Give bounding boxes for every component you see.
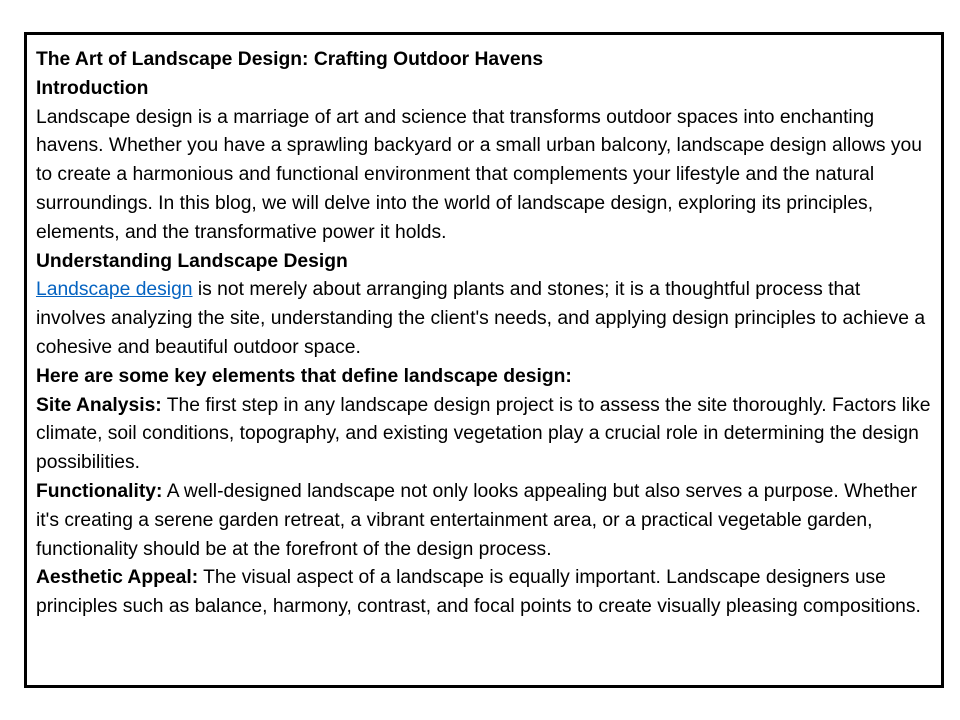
element-text: The first step in any landscape design project is to assess the site thoroughly. Factors like climate, soil conditions, topography, and existing vegetation play a crucial role in determining the design possibilities.	[36, 394, 931, 474]
element-label: Aesthetic Appeal:	[36, 567, 199, 589]
element-label: Site Analysis:	[36, 394, 162, 416]
article-frame	[24, 32, 944, 688]
understanding-paragraph	[36, 276, 933, 362]
element-aesthetic-appeal	[36, 564, 933, 622]
understanding-text: is not merely about arranging plants and stones; it is a thoughtful process that involves analyzing the site, understanding the client's needs, and applying design principles to achieve a cohesive and beautiful outdoor space.	[36, 279, 926, 358]
article-content	[27, 35, 941, 622]
intro-heading: Introduction	[36, 77, 149, 99]
element-text: A well-designed landscape not only looks appealing but also serves a purpose. Whether it's creating a serene garden retreat, a vibrant entertainment area, or a practical vegetable garden, functionality should be at the forefront of the design process.	[36, 480, 917, 560]
article-title: The Art of Landscape Design: Crafting Outdoor Havens	[36, 49, 544, 70]
element-site-analysis	[36, 392, 933, 478]
elements-heading: Here are some key elements that define landscape design:	[36, 365, 572, 387]
landscape-design-link[interactable]: Landscape design	[36, 279, 193, 301]
element-functionality	[36, 478, 933, 564]
element-label: Functionality:	[36, 480, 163, 502]
element-text: The visual aspect of a landscape is equally important. Landscape designers use principles such as balance, harmony, contrast, and focal points to create visually pleasing compositions.	[36, 567, 921, 618]
understanding-heading: Understanding Landscape Design	[36, 250, 348, 272]
intro-paragraph: Landscape design is a marriage of art and science that transforms outdoor spaces into enchanting havens. Whether you have a sprawling backyard or a small urban balcony, landscape design allows you to create a harmonious and functional environment that complements your lifestyle and the natural surroundings. In this blog, we will delve into the world of landscape design, exploring its principles, elements, and the transformative power it holds.	[36, 106, 923, 243]
